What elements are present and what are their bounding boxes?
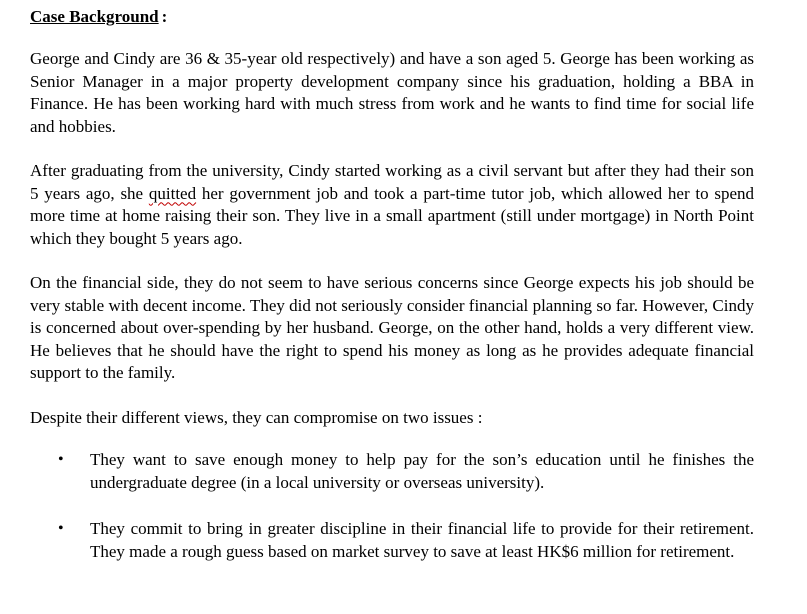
bullet-icon: • [58,520,64,537]
paragraph-cindy-career [30,160,754,250]
paragraph-text-after: her government job and took a part-time tutor job, which allowed her to spend more time at home raising their son. They live in a small apartment (still under mortgage) in North Point which they bought 5 years ago. [30,183,755,248]
bullet-icon: • [58,451,64,468]
document-page [30,6,754,587]
compromise-list [30,449,754,563]
list-item [30,518,754,563]
paragraph-compromise-intro: Despite their different views, they can compromise on two issues : [30,407,483,427]
list-item-text: They want to save enough money to help pay for the son’s education until he finishes the undergraduate degree (in a local university or overseas university). [90,450,754,492]
heading-colon: : [161,7,168,26]
paragraph-financial-side: On the financial side, they do not seem to have serious concerns since George expects his job should be very stable with decent income. They did not seriously consider financial planning so far. However, Cindy is concerned about over-spending by her husband. George, on the other hand, holds a very different view. He believes that he should have the right to spend his money as long as he provides adequate financial support to the family. [30,273,754,382]
list-item-text: They commit to bring in greater discipline in their financial life to provide for their retirement. They made a rough guess based on market survey to save at least HK$6 million for retirement. [90,519,754,561]
section-heading [30,6,754,28]
spellcheck-flagged-word[interactable]: quitted [148,183,197,203]
list-item [30,449,754,494]
heading-text: Case Background [30,7,159,26]
paragraph-family-intro: George and Cindy are 36 & 35-year old respectively) and have a son aged 5. George has been working as Senior Manager in a major property development company since his graduation, holding a BBA in Finance. He has been working hard with much stress from work and he wants to find time for social life and hobbies. [30,49,754,136]
paragraph-text-before: After graduating from the university, Cindy started working as a civil servant but after they had their son 5 years ago, she [30,161,754,203]
